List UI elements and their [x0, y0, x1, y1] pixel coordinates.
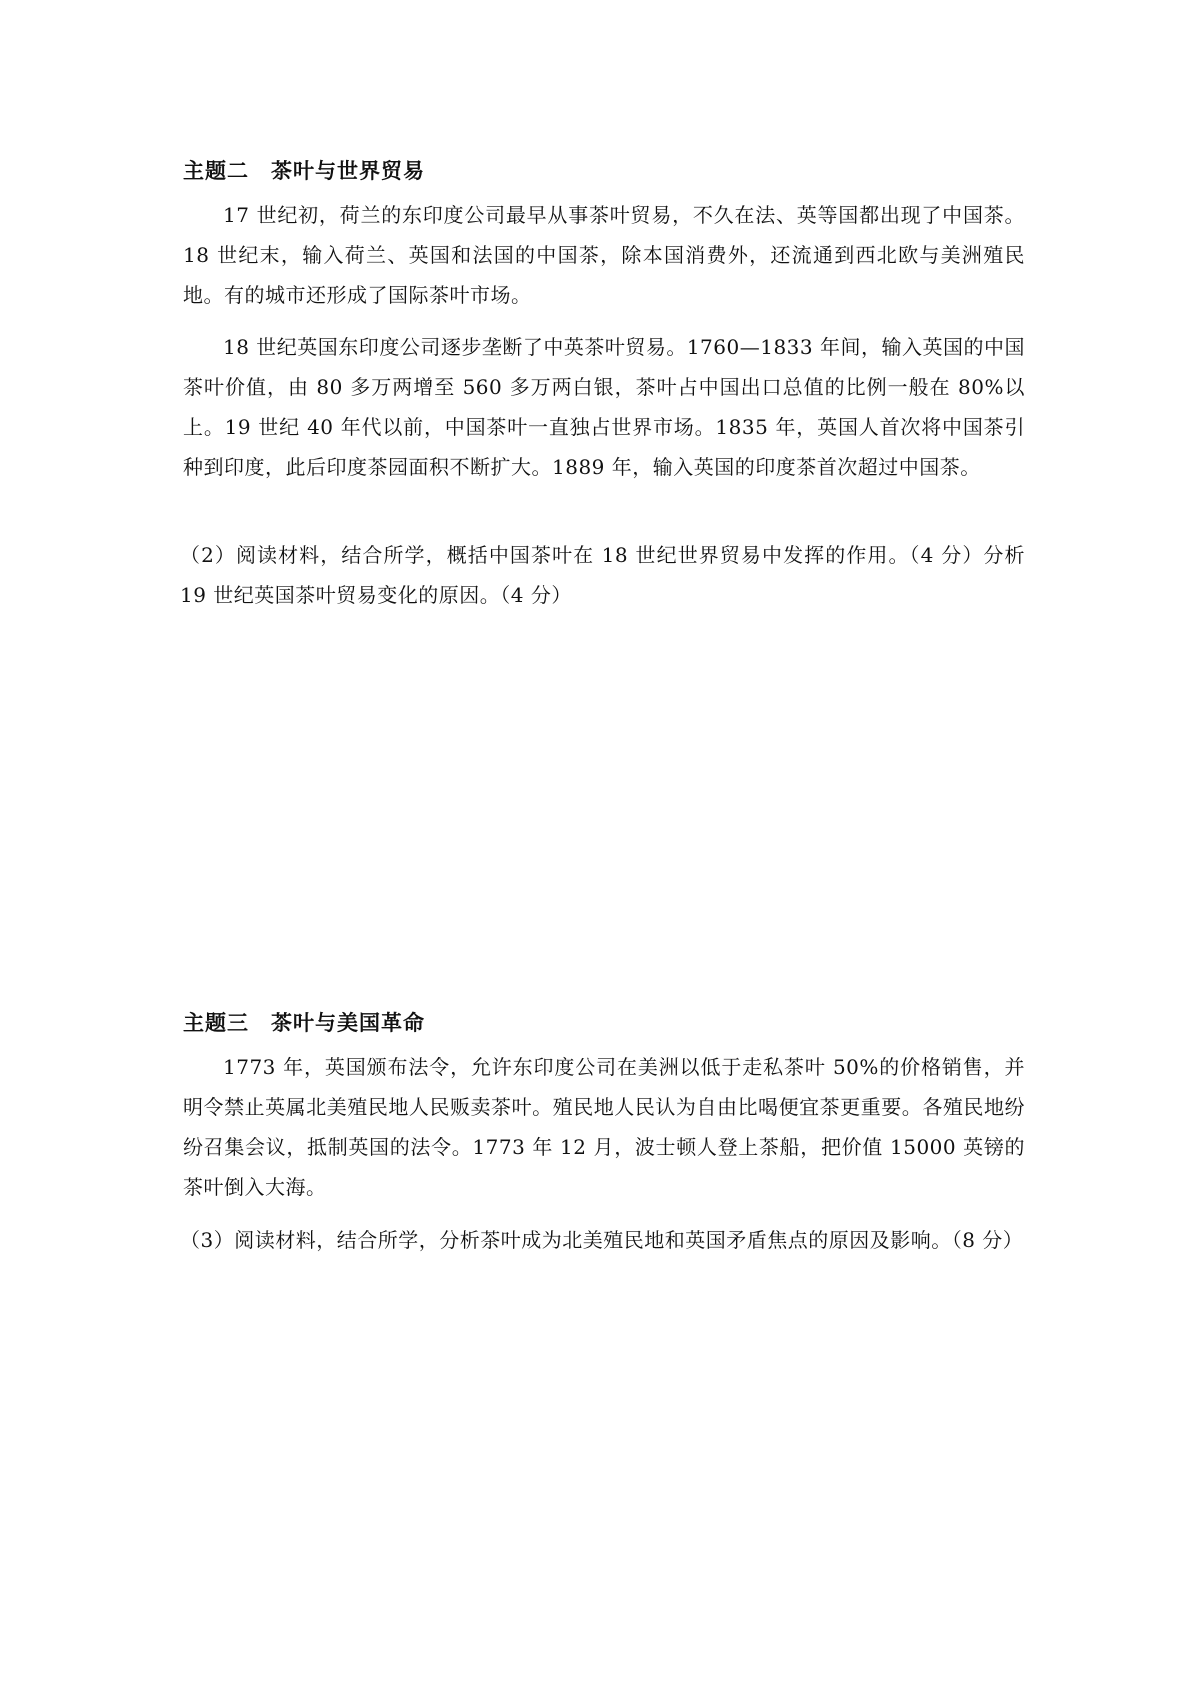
theme2-paragraph-2: 18 世纪英国东印度公司逐步垄断了中英茶叶贸易。1760—1833 年间，输入英国的中国茶叶价值，由 80 多万两增至 560 多万两白银，茶叶占中国出口总值的比例一般在 80%以上。19 世纪 40 年代以前，中国茶叶一直独占世界市场。1835 年，英国人首次将中国茶引种到印度，此后印度茶园面积不断扩大。1889 年，输入英国的印度茶首次超过中国茶。	[183, 335, 1025, 479]
theme3-paragraph-1: 1773 年，英国颁布法令，允许东印度公司在美洲以低于走私茶叶 50%的价格销售，并明令禁止英属北美殖民地人民贩卖茶叶。殖民地人民认为自由比喝便宜茶更重要。各殖民地纷纷召集会议，抵制英国的法令。1773 年 12 月，波士顿人登上茶船，把价值 15000 英镑的茶叶倒入大海。	[183, 1055, 1025, 1199]
theme3-title: 主题三 茶叶与美国革命	[183, 1011, 425, 1035]
theme3-question: （3）阅读材料，结合所学，分析茶叶成为北美殖民地和英国矛盾焦点的原因及影响。（8 分）	[180, 1228, 1024, 1252]
theme2-question: （2）阅读材料，结合所学，概括中国茶叶在 18 世纪世界贸易中发挥的作用。（4 分）分析 19 世纪英国茶叶贸易变化的原因。（4 分）	[180, 543, 1025, 607]
theme2-title: 主题二 茶叶与世界贸易	[183, 159, 425, 183]
theme2-paragraph-1: 17 世纪初，荷兰的东印度公司最早从事茶叶贸易，不久在法、英等国都出现了中国茶。18 世纪末，输入荷兰、英国和法国的中国茶，除本国消费外，还流通到西北欧与美洲殖民地。有的城市还形成了国际茶叶市场。	[183, 203, 1025, 307]
